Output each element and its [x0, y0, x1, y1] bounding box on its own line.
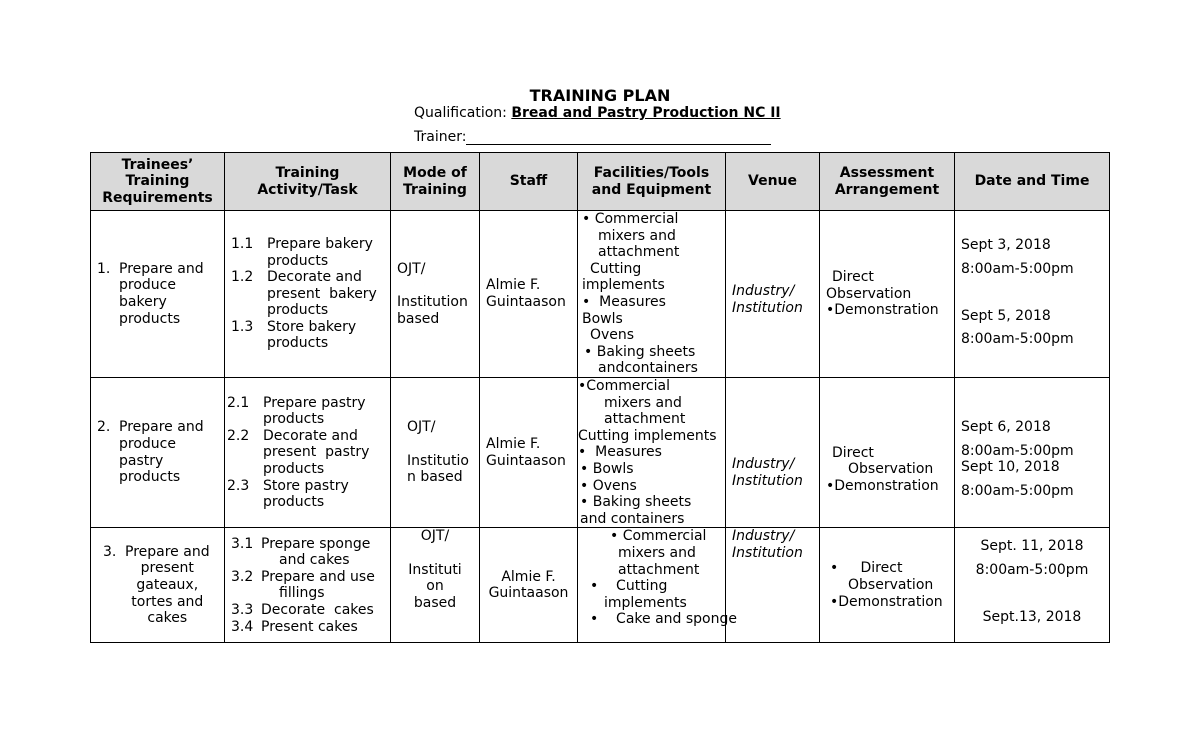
mode-of-training [391, 261, 479, 327]
venue [726, 528, 819, 561]
facility-line: • Ovens [580, 477, 637, 494]
facility-line: mixers and [598, 227, 676, 244]
facility-line: Ovens [590, 327, 635, 344]
activity-text [263, 478, 390, 511]
mode-line: based [413, 594, 457, 611]
venue-line: Institution [732, 472, 803, 489]
requirement-text [125, 544, 210, 627]
activity-line: fillings [279, 585, 325, 602]
activity-item [231, 602, 390, 619]
cell-requirements [91, 378, 225, 528]
header-activity: Training Activity/Task [225, 153, 391, 211]
cell-venue [726, 528, 820, 643]
assessment-line: Direct [832, 269, 874, 286]
venue [726, 456, 819, 489]
cell-facilities [578, 211, 726, 378]
cell-requirements [91, 528, 225, 643]
venue [726, 283, 819, 316]
activity-number: 2.1 [227, 394, 250, 411]
mode-line: OJT/ [397, 260, 426, 277]
facility-line: mixers and [604, 394, 682, 411]
requirement-number: 3. [103, 543, 117, 560]
activity-number: 1.1 [231, 235, 254, 252]
requirement-line: tortes and [131, 593, 204, 610]
facility-line: mixers and [618, 544, 696, 561]
activity-text [267, 236, 390, 269]
activity-line: present pastry [263, 444, 370, 461]
assessment-line: •Demonstration [826, 477, 939, 494]
cell-requirements [91, 211, 225, 378]
activity-number: 2.3 [227, 477, 250, 494]
assessment-line: •Demonstration [826, 302, 939, 319]
activity-item [231, 319, 390, 352]
facility-line: implements [582, 277, 665, 294]
header-assessment: Assessment Arrangement [820, 153, 955, 211]
requirement [91, 419, 224, 485]
facility-line: andcontainers [598, 360, 698, 377]
facility-line: and containers [580, 510, 685, 527]
header-requirements: Trainees’ Training Requirements [91, 153, 225, 211]
activity-line: products [267, 252, 329, 269]
header-mode: Mode of Training [391, 153, 480, 211]
header-facilities: Facilities/Tools and Equipment [578, 153, 726, 211]
requirement-number: 2. [97, 419, 111, 436]
requirement-line: present [140, 560, 194, 577]
mode-line: based [397, 310, 440, 327]
activity-number: 3.3 [231, 601, 254, 618]
assessment [820, 269, 954, 319]
facility-line: attachment [598, 244, 680, 261]
cell-activity [225, 378, 391, 528]
training-plan-table [90, 152, 1110, 643]
cell-mode [391, 211, 480, 378]
venue-line: Institution [732, 300, 803, 316]
mode-line: Institutio [407, 452, 469, 469]
date-line: Sept 10, 2018 [961, 459, 1060, 476]
cell-assessment [820, 211, 955, 378]
activity-text [261, 602, 390, 619]
activity-text [267, 319, 390, 352]
cell-date [955, 211, 1110, 378]
staff-line: Guintaason [488, 585, 569, 602]
activity-text [261, 569, 390, 602]
activity-item [227, 395, 390, 428]
activity-line: Prepare pastry [263, 394, 366, 411]
cell-date [955, 528, 1110, 643]
cell-staff [480, 528, 578, 643]
date-line: Sept. 11, 2018 [980, 538, 1084, 555]
date-line: Sept 6, 2018 [961, 418, 1051, 435]
cell-activity [225, 528, 391, 643]
requirement-line: Prepare and [119, 260, 204, 277]
cell-assessment [820, 528, 955, 643]
activity-line: Decorate and [263, 427, 358, 444]
activity-number: 2.2 [227, 427, 250, 444]
activity-item [231, 269, 390, 319]
requirement-line: pastry [119, 452, 164, 469]
date-line: Sept.13, 2018 [982, 608, 1082, 625]
facility-line: • Measures [582, 294, 666, 310]
staff-name [480, 436, 577, 469]
mode-line [407, 436, 479, 453]
staff-name [480, 569, 577, 602]
staff-name [480, 277, 577, 310]
mode-line: n based [407, 469, 463, 486]
date-time [955, 419, 1109, 499]
cell-venue [726, 378, 820, 528]
facility-line: implements [604, 594, 687, 611]
venue-line: Industry/ [732, 283, 795, 300]
trainer-blank [466, 131, 771, 145]
facility-line: • Measures [578, 444, 662, 461]
activity-line: Present cakes [261, 618, 358, 635]
facilities-list [578, 211, 725, 377]
facility-line: • Cake and sponge [590, 611, 737, 628]
activity-item [231, 569, 390, 602]
activity-line: Decorate and [267, 269, 362, 286]
date-time [955, 237, 1109, 348]
assessment-line: •Demonstration [830, 593, 943, 610]
mode-line: OJT/ [420, 528, 450, 545]
requirement-text [119, 419, 204, 485]
requirement-line: Prepare and [125, 543, 210, 560]
facilities-list [578, 528, 737, 628]
requirement-line: products [119, 310, 181, 327]
venue-line: Institution [732, 544, 803, 561]
activity-line: Prepare and use [261, 568, 375, 585]
cell-date [955, 378, 1110, 528]
activity-text [261, 619, 390, 636]
activity-item [231, 236, 390, 269]
date-line: Sept 3, 2018 [961, 237, 1051, 254]
facility-line: •Commercial [578, 378, 670, 394]
mode-line: OJT/ [407, 419, 436, 436]
mode-line: on [426, 578, 444, 595]
cell-mode [391, 378, 480, 528]
table-row [91, 211, 1110, 378]
facility-line: Bowls [582, 310, 623, 327]
activity-line: Prepare bakery [267, 235, 373, 252]
cell-venue [726, 211, 820, 378]
staff-line: Guintaason [486, 294, 566, 310]
venue-line: Industry/ [732, 456, 795, 473]
table-row [91, 528, 1110, 643]
requirement-line: gateaux, [136, 577, 199, 594]
table-header-row [91, 153, 1110, 211]
facility-line: • Cutting [590, 578, 668, 595]
table-row [91, 378, 1110, 528]
activity-list [225, 236, 390, 352]
staff-line: Almie F. [486, 277, 541, 294]
date-line [961, 284, 1109, 301]
activity-item [227, 428, 390, 478]
staff-line: Almie F. [501, 568, 556, 585]
activity-item [227, 478, 390, 511]
mode-line [391, 545, 479, 562]
header-date: Date and Time [955, 153, 1110, 211]
facility-line: Cutting [590, 260, 642, 277]
activity-text [261, 536, 390, 569]
activity-number: 3.1 [231, 535, 254, 552]
requirement-number: 1. [97, 260, 111, 277]
requirement-line: produce [119, 436, 176, 453]
qualification-value: Bread and Pastry Production NC II [511, 105, 781, 121]
facility-line: • Bowls [580, 460, 634, 477]
cell-facilities [578, 528, 737, 643]
activity-number: 1.3 [231, 318, 254, 335]
qualification-label: Qualification: [414, 105, 507, 121]
activity-line: and cakes [279, 552, 350, 569]
mode-line: Instituti [408, 561, 462, 578]
qualification-line [414, 105, 781, 121]
assessment-line: • Direct [830, 560, 903, 577]
activity-number: 3.2 [231, 568, 254, 585]
cell-mode [391, 528, 480, 643]
facility-line: attachment [618, 561, 700, 578]
facility-line: • Baking sheets [580, 494, 692, 511]
facility-line: attachment [604, 411, 686, 428]
mode-line [397, 277, 479, 294]
cell-facilities [578, 378, 726, 528]
requirement [91, 261, 224, 327]
activity-line: products [263, 494, 325, 511]
assessment [820, 560, 954, 610]
activity-line: products [263, 411, 325, 428]
assessment-line: Direct [832, 444, 874, 461]
date-line: Sept 5, 2018 [961, 307, 1051, 324]
facility-line: • Baking sheets [584, 343, 696, 360]
assessment [820, 445, 954, 495]
activity-list [225, 395, 390, 511]
activity-text [267, 269, 390, 319]
staff-line: Almie F. [486, 436, 541, 453]
assessment-line: Observation [848, 577, 934, 594]
facility-line: • Commercial [582, 211, 679, 228]
cell-staff [480, 378, 578, 528]
activity-item [231, 619, 390, 636]
trainer-label: Trainer: [414, 129, 467, 145]
activity-text [263, 395, 390, 428]
activity-number: 3.4 [231, 618, 254, 635]
activity-line: products [263, 460, 325, 477]
requirement [91, 544, 224, 627]
facility-line: Cutting implements [578, 427, 717, 444]
date-line: 8:00am-5:00pm [961, 260, 1074, 277]
cell-activity [225, 211, 391, 378]
facilities-list [578, 378, 725, 527]
mode-of-training [391, 419, 479, 485]
date-line: 8:00am-5:00pm [961, 482, 1074, 499]
activity-line: Decorate cakes [261, 601, 374, 618]
venue-line: Industry/ [732, 528, 795, 545]
mode-line: Institution [397, 294, 468, 310]
date-line: 8:00am-5:00pm [975, 561, 1089, 578]
cell-staff [480, 211, 578, 378]
requirement-line: cakes [147, 610, 188, 627]
activity-line: Store bakery [267, 318, 357, 335]
requirement-line: produce [119, 277, 176, 294]
date-line: 8:00am-5:00pm [961, 331, 1074, 348]
requirement-text [119, 261, 204, 327]
page-title: TRAINING PLAN [529, 86, 671, 105]
assessment-line: Observation [826, 285, 912, 302]
requirement-line: bakery [119, 294, 167, 310]
activity-line: products [267, 335, 329, 352]
mode-of-training [391, 528, 479, 611]
header-staff: Staff [480, 153, 578, 211]
date-line [955, 585, 1109, 602]
facility-line: • Commercial [610, 528, 707, 545]
activity-text [263, 428, 390, 478]
cell-assessment [820, 378, 955, 528]
activity-line: present bakery [267, 285, 377, 302]
staff-line: Guintaason [486, 452, 566, 469]
activity-list [225, 536, 390, 636]
activity-item [231, 536, 390, 569]
assessment-line: Observation [848, 461, 934, 478]
activity-number: 1.2 [231, 269, 254, 286]
date-time [955, 538, 1109, 625]
activity-line: products [267, 302, 329, 319]
activity-line: Store pastry [263, 477, 349, 494]
requirement-line: Prepare and [119, 419, 204, 436]
trainer-line [414, 129, 771, 145]
activity-line: Prepare sponge [261, 535, 371, 552]
requirement-line: products [119, 469, 181, 486]
date-line: 8:00am-5:00pm [961, 442, 1074, 459]
header-venue: Venue [726, 153, 820, 211]
